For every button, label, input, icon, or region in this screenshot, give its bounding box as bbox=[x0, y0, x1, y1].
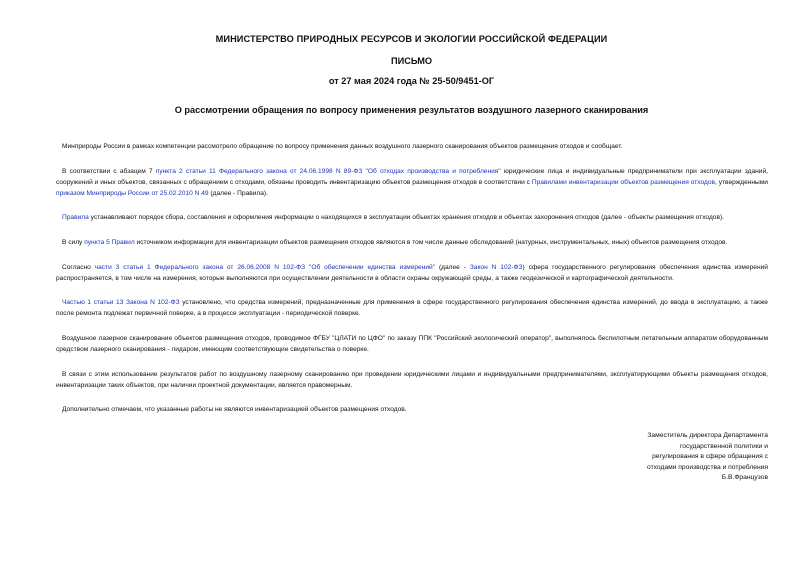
text-span: В силу bbox=[62, 238, 85, 246]
text-span: (далее - bbox=[435, 263, 470, 271]
rules-link[interactable]: Правила bbox=[62, 214, 89, 222]
text-span: (далее - Правила). bbox=[208, 189, 268, 197]
signature-line: государственной политики и bbox=[679, 442, 768, 450]
order-49-link[interactable]: приказом Минприроды России от 25.02.2010 N 49 bbox=[56, 189, 209, 197]
paragraph-8: В связи с этим использование результатов работ по воздушному лазерному сканированию при проведении юридическими лицами и индивидуальными предпринимателями, эксплуатирующими объекты размещения отходов, инвентаризации таких объектов, при наличии проектной документации, является правомерным. bbox=[56, 370, 768, 389]
text-span: устанавливают порядок сбора, составления и оформления информации о находящихся в эксплуатации объектах хранения отходов и объектах захоронения отходов (далее - объекты размещения отходов). bbox=[88, 214, 724, 222]
text-span: Согласно bbox=[62, 263, 95, 271]
paragraph-1: Минприроды России в рамках компетенции рассмотрело обращение по вопросу применения данных воздушного лазерного сканирования объектов размещения отходов и сообщает. bbox=[62, 143, 623, 150]
date-number-heading: от 27 мая 2024 года № 25-50/9451-ОГ bbox=[328, 76, 495, 86]
paragraph-5 bbox=[56, 262, 768, 284]
signature-line: Заместитель директора Департамента bbox=[647, 432, 768, 439]
law-89fz-link[interactable]: пункта 2 статьи 11 Федерального закона от 24.06.1998 N 89-ФЗ "Об отходах производства и потребления" bbox=[155, 167, 501, 175]
article-13-link[interactable]: Частью 1 статьи 13 Закона N 102-ФЗ bbox=[62, 299, 180, 307]
text-span: , утвержденными bbox=[715, 178, 768, 186]
rules-point-5-link[interactable]: пункта 5 Правил bbox=[84, 238, 135, 246]
paragraph-7: Воздушное лазерное сканирование объектов размещения отходов, проводимое ФГБУ "ЦЛАТИ по ЦФО" по заказу ППК "Российский экологический оператор", выполнялось беспилотным летательным аппаратом оборудованным средством лазерного сканирования - лидаром, имеющим соответствующие свидетельства о поверке. bbox=[56, 334, 768, 354]
signature-line: отходами производства и потребления bbox=[647, 463, 768, 471]
paragraph-9: Дополнительно отмечаем, что указанные работы не являются инвентаризацией объектов размещения отходов. bbox=[62, 406, 407, 414]
signatory-name: Б.В.Французов bbox=[721, 474, 768, 482]
signature-block bbox=[647, 431, 768, 484]
ministry-heading: МИНИСТЕРСТВО ПРИРОДНЫХ РЕСУРСОВ И ЭКОЛОГИИ РОССИЙСКОЙ ФЕДЕРАЦИИ bbox=[215, 34, 608, 44]
text-span: источником информации для инвентаризации объектов размещения отходов являются в том числе данные обследований (натурных, инструментальных, иных) объектов размещения отходов. bbox=[134, 238, 728, 246]
subject-heading: О рассмотрении обращения по вопросу применения результатов воздушного лазерного сканирования bbox=[174, 105, 649, 115]
paragraph-4 bbox=[56, 237, 768, 248]
letter-body bbox=[56, 141, 768, 415]
law-102fz-short-link[interactable]: Закон N 102-ФЗ bbox=[469, 263, 523, 271]
paragraph-2 bbox=[56, 166, 768, 199]
text-span: установлено, что средства измерений, предназначенные для применения в сфере государственного регулирования обеспечения единства измерений, до ввода в эксплуатацию, а также после ремонта подлежат первичной поверке, а в процессе эксплуатации - периодической поверке. bbox=[56, 299, 768, 318]
text-span: юридические лица и индивидуальные предприниматели при эксплуатации зданий, сооружений и иных объектов, связанных с обращением с отходами, обязаны проводить инвентаризацию объектов размещения отходов в соответствии с bbox=[56, 167, 768, 186]
doc-type-heading: ПИСЬМО bbox=[390, 56, 433, 66]
text-span: В соответствии с абзацем 7 bbox=[62, 167, 156, 175]
paragraph-6 bbox=[56, 297, 768, 319]
signature-line: регулирования в сфере обращения с bbox=[652, 453, 768, 461]
paragraph-3 bbox=[56, 212, 768, 223]
text-span: ) сфера государственного регулирования обеспечения единства измерений распространяется, в том числе на измерения, которые выполняются при осуществлении деятельности в области охраны окружающей среды, а также геодезической и картографической деятельности. bbox=[56, 263, 768, 282]
law-102fz-link[interactable]: части 3 статьи 1 Федерального закона от 26.06.2008 N 102-ФЗ "Об обеспечении единства измерений" bbox=[94, 263, 436, 271]
inventory-rules-link[interactable]: Правилами инвентаризации объектов размещения отходов bbox=[531, 178, 716, 186]
